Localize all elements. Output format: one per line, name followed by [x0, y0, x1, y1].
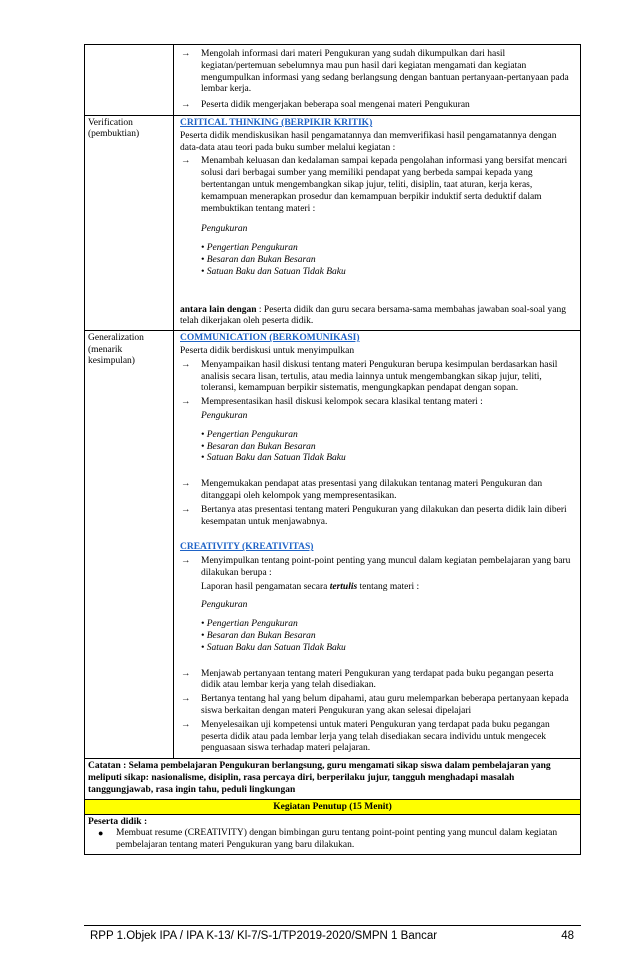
- topic-bullet: • Besaran dan Bukan Besaran: [201, 441, 316, 452]
- bullet-icon: ●: [98, 828, 104, 839]
- creativity-heading: CREATIVITY (KREATIVITAS): [180, 542, 314, 553]
- topic-bullet: • Besaran dan Bukan Besaran: [201, 631, 316, 642]
- generalization-row: [85, 331, 581, 759]
- verification-closing: antara lain dengan : Peserta didik dan guru secara bersama-sama membahas jawaban soal-soal yang telah dikerjakan oleh peserta didik.: [180, 304, 566, 327]
- continuation-row: [85, 45, 581, 116]
- step-item: → Menyelesaikan uji kompetensi untuk materi Pengukuran yang terdapat pada buku pegangan peserta didik atau pada lembar lerja yang telah disediakan secara individu untuk mengecek penguasaan siswa terhadap materi pelajaran.: [181, 719, 550, 754]
- footer-text: RPP 1.Objek IPA / IPA K-13/ Kl-7/S-1/TP2019-2020/SMPN 1 Bancar: [90, 930, 438, 942]
- arrow-icon: →: [181, 719, 191, 730]
- laporan-line: Laporan hasil pengamatan secara tertulis tentang materi :: [201, 581, 420, 592]
- step-item: → Bertanya tentang hal yang belum dipahami, atau guru melemparkan beberapa pertanyaan kepada siswa berkaitan dengan materi Pengukuran yang akan selesai dipelajari: [181, 694, 569, 717]
- step-item: → Mengemukakan pendapat atas presentasi yang dilakukan tentanag materi Pengukuran dan ditanggapi oleh kelompok yang mempresentasikan.: [181, 479, 543, 501]
- lesson-table: [84, 44, 581, 855]
- page-footer: [90, 930, 574, 946]
- verification-cell: [174, 115, 581, 330]
- step-item: → Mempresentasikan hasil diskusi kelompok secara klasikal tentang materi :: [181, 397, 483, 408]
- arrow-icon: →: [181, 694, 191, 705]
- critical-thinking-heading: CRITICAL THINKING (BERPIKIR KRITIK): [180, 117, 373, 128]
- catatan-row: [85, 759, 581, 799]
- topic-bullet: • Pengertian Pengukuran: [201, 243, 298, 254]
- arrow-icon: →: [181, 156, 191, 167]
- topic-bullet: • Satuan Baku dan Satuan Tidak Baku: [201, 642, 346, 653]
- step-item: → Menjawab pertanyaan tentang materi Pengukuran yang terdapat pada buku pegangan peserta didik atau lembar kerja yang telah disediakan.: [181, 668, 554, 691]
- arrow-icon: →: [181, 504, 191, 515]
- verification-row: [85, 115, 581, 330]
- arrow-icon: →: [181, 359, 191, 370]
- step-item: → Peserta didik mengerjakan beberapa soal mengenai materi Pengukuran: [181, 100, 470, 111]
- arrow-icon: →: [181, 397, 191, 408]
- step-item: → Bertanya atas presentasi tentang materi Pengukuran yang dilakukan dan peserta didik lain diberi kesempatan untuk menjawabnya.: [181, 504, 567, 527]
- verification-label: Verification (pembuktian): [85, 115, 174, 330]
- topic-bullet: • Besaran dan Bukan Besaran: [201, 254, 316, 265]
- generalization-cell: [174, 331, 581, 759]
- page-number: 48: [561, 930, 574, 942]
- topic-title: Pengukuran: [201, 224, 248, 235]
- topic-bullet: • Pengertian Pengukuran: [201, 429, 298, 440]
- penutup-heading: Kegiatan Penutup (15 Menit): [85, 799, 581, 814]
- step-item: → Menyampaikan hasil diskusi tentang materi Pengukuran berupa kesimpulan berdasarkan hasil analisis secara lisan, tertulis, atau media lainnya untuk mengembangkan sikap jujur, teliti, toleransi, kemampuan berpikir sistematis, mengungkapkan pendapat dengan sopan.: [181, 359, 558, 394]
- footer-divider: [84, 925, 581, 926]
- catatan-note: Catatan : Selama pembelajaran Pengukuran berlangsung, guru mengamati sikap siswa dalam pembelajaran yang meliputi sikap: nasionalisme, disiplin, rasa percaya diri, berperilaku jujur, tangguh menghadapi masalah tanggungjawab, rasa ingin tahu, peduli lingkungan: [85, 759, 581, 799]
- topic-bullet: • Satuan Baku dan Satuan Tidak Baku: [201, 453, 346, 464]
- arrow-icon: →: [181, 100, 191, 111]
- resume-item: ● Membuat resume (CREATIVITY) dengan bimbingan guru tentang point-point penting yang muncul dalam kegiatan pembelajaran tentang materi Pengukuran yang baru dilakukan.: [98, 828, 558, 851]
- arrow-icon: →: [181, 668, 191, 679]
- topic-title: Pengukuran: [201, 600, 248, 611]
- arrow-icon: →: [181, 479, 191, 490]
- step-item: → Menyimpulkan tentang point-point penting yang muncul dalam kegiatan pembelajaran yang baru dilakukan berupa :: [181, 556, 571, 578]
- arrow-icon: →: [181, 556, 191, 567]
- peserta-cell: [85, 814, 581, 854]
- topic-title: Pengukuran: [201, 410, 248, 421]
- empty-label-cell: [85, 45, 174, 116]
- generalization-intro: Peserta didik berdiskusi untuk menyimpulkan: [180, 345, 355, 356]
- topic-bullet: • Pengertian Pengukuran: [201, 619, 298, 630]
- arrow-icon: →: [181, 49, 191, 59]
- communication-heading: COMMUNICATION (BERKOMUNIKASI): [180, 333, 360, 344]
- generalization-label: Generalization (menarik kesimpulan): [85, 331, 174, 759]
- penutup-row: [85, 799, 581, 814]
- step-item: → Menambah keluasan dan kedalaman sampai kepada pengolahan informasi yang bersifat mencari solusi dari berbagai sumber yang memiliki pendapat yang berbeda sampai kepada yang bertentangan untuk mengembangkan sikap jujur, teliti, disiplin, taat aturan, kerja keras, kemampuan menerapkan prosedur dan kemampuan berpikir induktif serta deduktif dalam membuktikan tentang materi :: [181, 156, 568, 214]
- topic-bullet: • Satuan Baku dan Satuan Tidak Baku: [201, 266, 346, 277]
- step-item: → Mengolah informasi dari materi Pengukuran yang sudah dikumpulkan dari hasil kegiatan/pertemuan sebelumnya mau pun hasil dari kegiatan mengamati dan kegiatan mengumpulkan informasi yang sedang berlangsung dengan bantuan pertanyaan-pertanyaan pada lembar kerja.: [181, 49, 569, 95]
- peserta-row: [85, 814, 581, 854]
- continuation-cell: [174, 45, 581, 116]
- verification-intro: Peserta didik mendiskusikan hasil pengamatannya dan memverifikasi hasil pengamatannya dengan data-data atau teori pada buku sumber melalui kegiatan :: [180, 130, 557, 153]
- peserta-label: Peserta didik :: [88, 816, 148, 827]
